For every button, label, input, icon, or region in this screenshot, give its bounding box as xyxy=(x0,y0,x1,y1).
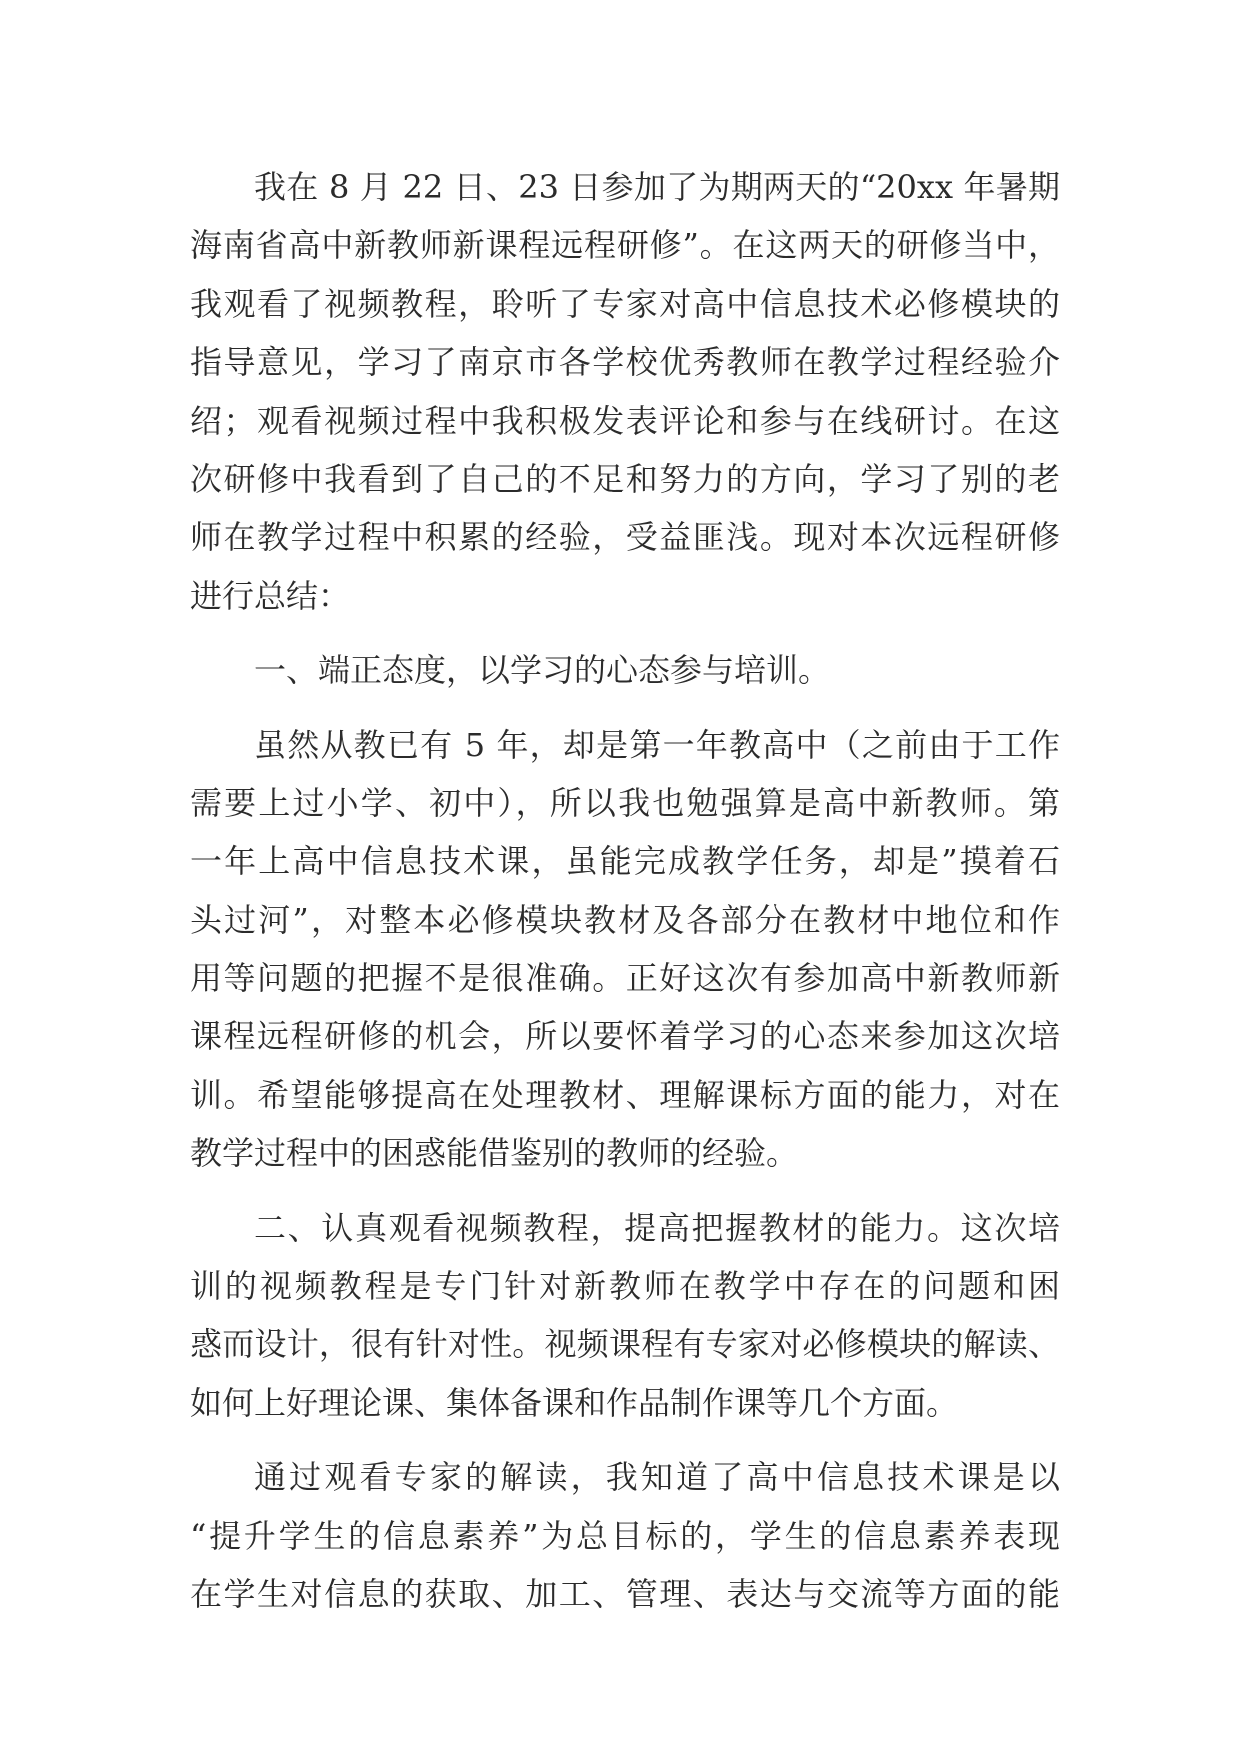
paragraph-line: 进行总结： xyxy=(190,576,351,615)
paragraph-line: 惑而设计，很有针对性。视频课程有专家对必修模块的解读、 xyxy=(190,1325,1060,1364)
paragraph-line: 指导意见，学习了南京市各学校优秀教师在教学过程经验介 xyxy=(190,343,1060,382)
section-heading: 二、认真观看视频教程，提高把握教材的能力。这次培 xyxy=(254,1208,1060,1247)
paragraph-gap xyxy=(190,1183,1060,1199)
paragraph-line: 海南省高中新教师新课程远程研修”。在这两天的研修当中， xyxy=(190,226,1060,265)
document-body xyxy=(190,158,1060,1623)
paragraph-line: 训。希望能够提高在处理教材、理解课标方面的能力，对在 xyxy=(190,1075,1060,1114)
paragraph-line: 在学生对信息的获取、加工、管理、表达与交流等方面的能 xyxy=(190,1574,1060,1613)
section-heading: 一、端正态度，以学习的心态参与培训。 xyxy=(254,651,831,690)
paragraph-line: 头过河”，对整本必修模块教材及各部分在教材中地位和作 xyxy=(190,900,1060,939)
paragraph-gap xyxy=(190,1432,1060,1448)
paragraph-line: 需要上过小学、初中），所以我也勉强算是高中新教师。第 xyxy=(190,783,1060,822)
paragraph-line: 用等问题的把握不是很准确。正好这次有参加高中新教师新 xyxy=(190,959,1060,998)
paragraph-line: 训的视频教程是专门针对新教师在教学中存在的问题和困 xyxy=(190,1267,1060,1306)
paragraph-line: 一年上高中信息技术课，虽能完成教学任务，却是”摸着石 xyxy=(190,842,1060,881)
paragraph-line: 通过观看专家的解读，我知道了高中信息技术课是以 xyxy=(254,1458,1060,1497)
paragraph-line: “提升学生的信息素养”为总目标的，学生的信息素养表现 xyxy=(190,1516,1060,1555)
paragraph-line: 课程远程研修的机会，所以要怀着学习的心态来参加这次培 xyxy=(190,1017,1060,1056)
paragraph-line: 我观看了视频教程，聆听了专家对高中信息技术必修模块的 xyxy=(190,284,1060,323)
paragraph-line: 虽然从教已有 5 年，却是第一年教高中（之前由于工作 xyxy=(254,725,1060,764)
paragraph-gap xyxy=(190,700,1060,716)
paragraph-line: 绍；观看视频过程中我积极发表评论和参与在线研讨。在这 xyxy=(190,401,1060,440)
paragraph-line: 教学过程中的困惑能借鉴别的教师的经验。 xyxy=(190,1134,799,1173)
paragraph-line: 我在 8 月 22 日、23 日参加了为期两天的“20xx 年暑期 xyxy=(254,168,1060,206)
paragraph-line: 次研修中我看到了自己的不足和努力的方向，学习了别的老 xyxy=(190,459,1060,498)
paragraph-line: 师在教学过程中积累的经验，受益匪浅。现对本次远程研修 xyxy=(190,518,1060,557)
paragraph-line: 如何上好理论课、集体备课和作品制作课等几个方面。 xyxy=(190,1383,959,1422)
paragraph-gap xyxy=(190,625,1060,641)
